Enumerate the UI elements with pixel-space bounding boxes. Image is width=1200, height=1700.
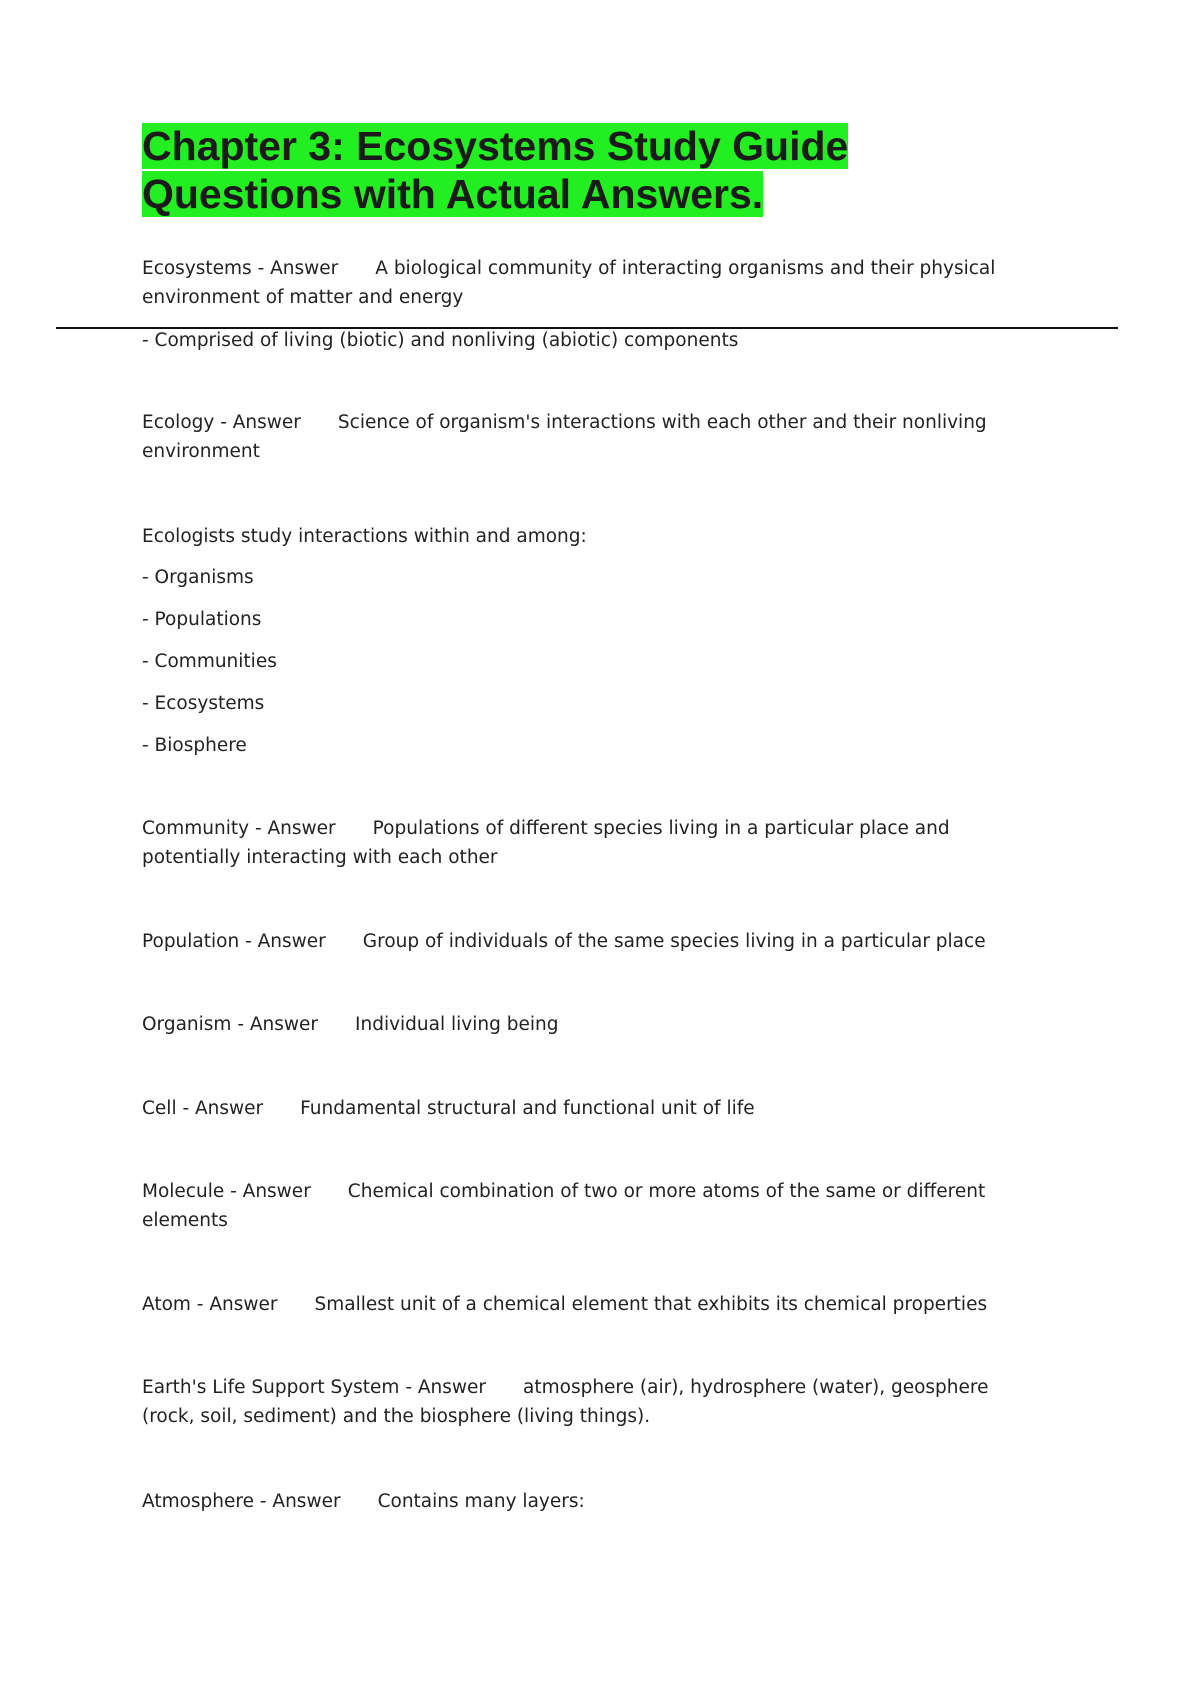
qa-entry-population — [142, 927, 1042, 956]
qa-entry-molecule — [142, 1177, 1042, 1235]
list-item: - Biosphere — [142, 735, 247, 756]
qa-entry-ecology — [142, 408, 1042, 466]
question: Organism - Answer — [142, 1014, 319, 1035]
title-highlight: Chapter 3: Ecosystems Study Guide Questions with Actual Answers. — [142, 123, 849, 217]
question: Population - Answer — [142, 931, 326, 952]
answer: Group of individuals of the same species living in a particular place — [362, 931, 986, 952]
answer: A biological community of interacting organisms and their physical environment of matter and energy — [142, 258, 1002, 308]
answer: Smallest unit of a chemical element that exhibits its chemical properties — [314, 1294, 988, 1315]
list-item: - Communities — [142, 651, 277, 672]
list-item: - Ecosystems — [142, 693, 265, 714]
answer: atmosphere (air), hydrosphere (water), geosphere (rock, soil, sediment) and the biosphere (living things). — [142, 1377, 995, 1427]
qa-entry-atom — [142, 1290, 1042, 1319]
question: Ecosystems - Answer — [142, 258, 339, 279]
qa-entry-ecosystems — [142, 254, 1042, 312]
qa-entry-atmosphere — [142, 1487, 1042, 1516]
page-title — [142, 122, 1042, 218]
text-line: Ecologists study interactions within and among: — [142, 526, 587, 547]
question: Atom - Answer — [142, 1294, 278, 1315]
answer: Contains many layers: — [377, 1491, 585, 1512]
qa-entry-life-support — [142, 1373, 1042, 1431]
answer: Science of organism's interactions with each other and their nonliving environment — [142, 412, 993, 462]
text-line: - Comprised of living (biotic) and nonliving (abiotic) components — [142, 330, 739, 351]
qa-entry-cell — [142, 1094, 1042, 1123]
question: Molecule - Answer — [142, 1181, 311, 1202]
question: Atmosphere - Answer — [142, 1491, 341, 1512]
question: Ecology - Answer — [142, 412, 301, 433]
answer: Individual living being — [355, 1014, 559, 1035]
answer: Chemical combination of two or more atoms of the same or different elements — [142, 1181, 992, 1231]
question: Cell - Answer — [142, 1098, 264, 1119]
question: Community - Answer — [142, 818, 336, 839]
answer: Populations of different species living in a particular place and potentially interacting with each other — [142, 818, 956, 868]
qa-entry-community — [142, 814, 1042, 872]
qa-entry-organism — [142, 1010, 1042, 1039]
list-item: - Organisms — [142, 567, 254, 588]
answer: Fundamental structural and functional unit of life — [300, 1098, 755, 1119]
question: Earth's Life Support System - Answer — [142, 1377, 487, 1398]
list-item: - Populations — [142, 609, 262, 630]
